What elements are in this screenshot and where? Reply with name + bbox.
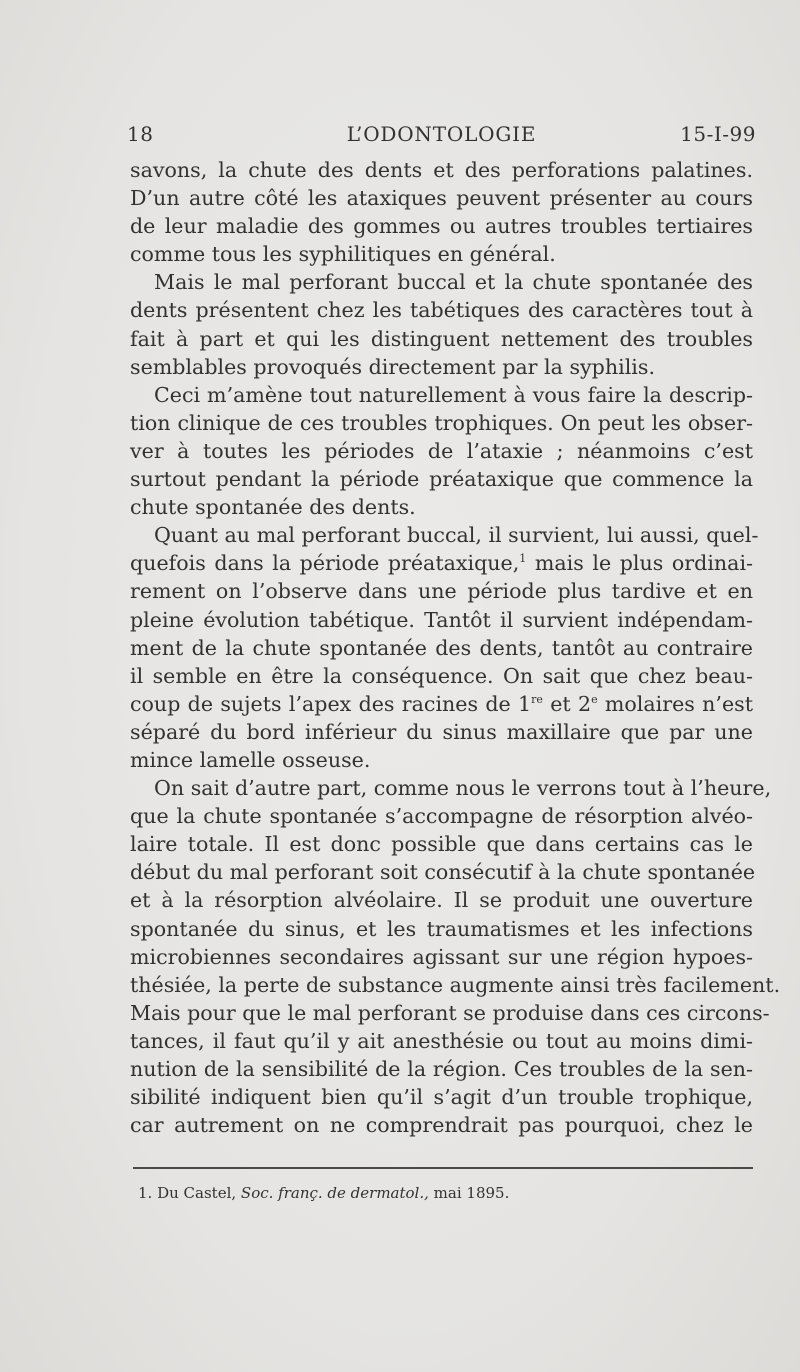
text-line: rement on l’observe dans une période plus tardive et en — [130, 579, 753, 604]
text-line: chute spontanée des dents. — [130, 495, 416, 520]
body-text — [130, 156, 781, 1139]
text-line: surtout pendant la période préataxique que commence la — [130, 467, 753, 492]
text-line: il semble en être la conséquence. On sait que chez beau- — [130, 663, 753, 688]
footnote — [138, 1184, 509, 1202]
footnote-number: 1. — [138, 1184, 153, 1202]
text-line: tances, il faut qu’il y ait anesthésie ou tout au moins dimi- — [130, 1028, 753, 1053]
text-line: séparé du bord inférieur du sinus maxillaire que par une — [130, 719, 753, 744]
text-line: Mais le mal perforant buccal et la chute spontanée des — [154, 270, 753, 295]
text-segment: coup de sujets l’apex des racines de 1 — [130, 691, 532, 716]
text-line — [130, 549, 753, 577]
ordinal-superscript: re — [531, 692, 543, 706]
text-line: spontanée du sinus, et les traumatismes et les infections — [130, 916, 753, 941]
text-line: comme tous les syphilitiques en général. — [130, 242, 556, 267]
page-number: 18 — [127, 122, 154, 146]
text-line: début du mal perforant soit consécutif à la chute spontanée — [130, 860, 756, 885]
text-line: mince lamelle osseuse. — [130, 747, 371, 772]
text-line: tion clinique de ces troubles trophiques. On peut les obser- — [130, 410, 753, 435]
ordinal-superscript: e — [591, 692, 598, 706]
footnote-divider — [133, 1167, 753, 1169]
text-line: Mais pour que le mal perforant se produise dans ces circons- — [130, 1000, 770, 1025]
text-segment: quefois dans la période préataxique, — [130, 551, 520, 576]
text-line: ment de la chute spontanée des dents, tantôt au contraire — [130, 635, 753, 660]
text-line: laire totale. Il est donc possible que dans certains cas le — [130, 832, 753, 857]
text-line — [130, 690, 753, 718]
text-line: que la chute spontanée s’accompagne de résorption alvéo- — [130, 804, 753, 829]
footnote-date: mai 1895. — [433, 1184, 510, 1202]
text-line: et à la résorption alvéolaire. Il se produit une ouverture — [130, 888, 753, 913]
text-line: D’un autre côté les ataxiques peuvent présenter au cours — [130, 186, 753, 211]
issue-date: 15-I-99 — [680, 122, 756, 146]
text-line: car autrement on ne comprendrait pas pourquoi, chez le — [130, 1113, 753, 1138]
text-segment: molaires n’est — [597, 691, 753, 716]
text-line: Ceci m’amène tout naturellement à vous faire la descrip- — [154, 382, 753, 407]
text-line: nution de la sensibilité de la région. Ces troubles de la sen- — [130, 1057, 753, 1081]
text-line: sibilité indiquent bien qu’il s’agit d’un trouble trophique, — [130, 1085, 753, 1110]
footnote-author: Du Castel, — [157, 1184, 237, 1202]
text-line: On sait d’autre part, comme nous le verrons tout à l’heure, — [154, 776, 772, 801]
text-line: de leur maladie des gommes ou autres troubles tertiaires — [130, 214, 753, 239]
text-line: dents présentent chez les tabétiques des caractères tout à — [130, 298, 753, 323]
footnote-reference: 1 — [519, 552, 527, 566]
text-line: Quant au mal perforant buccal, il survient, lui aussi, quel- — [154, 523, 759, 548]
text-segment: et 2 — [542, 691, 592, 716]
text-segment: mais le plus ordinai- — [526, 551, 753, 576]
footnote-source: Soc. franç. de dermatol., — [240, 1184, 429, 1202]
text-line: thésiée, la perte de substance augmente ainsi très facilement. — [130, 972, 781, 997]
text-line: ver à toutes les périodes de l’ataxie ; néanmoins c’est — [130, 438, 753, 463]
text-line: semblables provoqués directement par la syphilis. — [130, 354, 655, 379]
text-line: microbiennes secondaires agissant sur une région hypoes- — [130, 944, 753, 969]
text-line: fait à part et qui les distinguent nettement des troubles — [130, 326, 753, 351]
journal-title: L’ODONTOLOGIE — [346, 122, 537, 146]
text-line: savons, la chute des dents et des perforations palatines. — [130, 158, 753, 182]
text-line: pleine évolution tabétique. Tantôt il survient indépendam- — [130, 607, 753, 632]
running-header — [127, 122, 756, 150]
